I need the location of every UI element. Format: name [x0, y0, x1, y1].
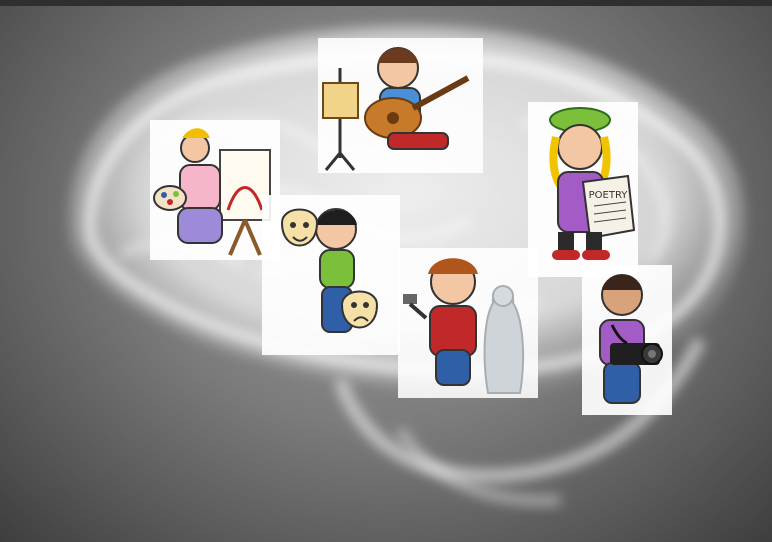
camera-icon: [582, 265, 672, 415]
photographer-illustration: [582, 265, 672, 415]
sculpture-icon: [398, 248, 538, 398]
guitarist-illustration: [318, 38, 483, 173]
actor-illustration: [262, 195, 400, 355]
poet-illustration: [528, 102, 638, 277]
poem-paper-icon: [528, 102, 638, 277]
painter-illustration: [150, 120, 280, 260]
painter-icon: [150, 120, 280, 260]
guitar-icon: [318, 38, 483, 173]
sculptor-illustration: [398, 248, 538, 398]
poetry-paper-label: POETRY: [588, 190, 628, 201]
theater-mask-icon: [262, 195, 400, 355]
